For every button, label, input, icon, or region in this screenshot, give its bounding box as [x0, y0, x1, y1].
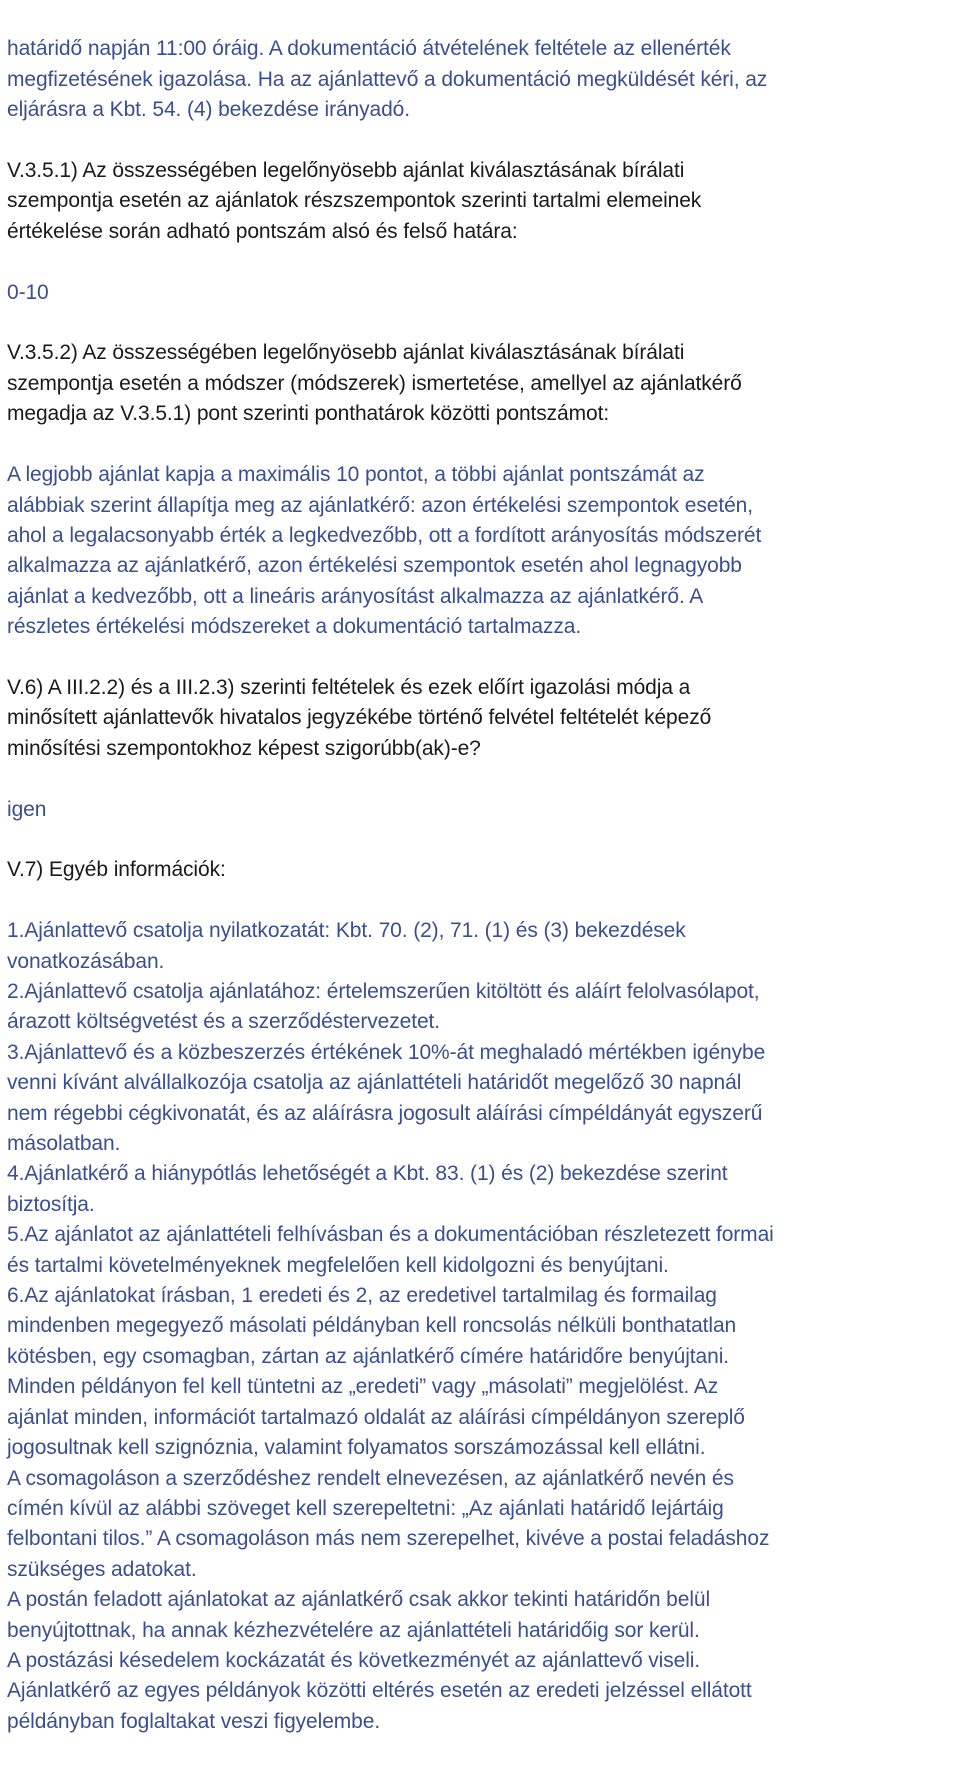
- heading-v-6: V.6) A III.2.2) és a III.2.3) szerinti feltételek és ezek előírt igazolási módja a minősített ajánlattevők hivatalos jegyzékébe történő felvétel feltételét képező minősítési szempontokhoz képest szigorúbb(ak)-e?: [7, 675, 712, 760]
- score-range-value: 0-10: [7, 280, 49, 304]
- heading-v-3-5-2: V.3.5.2) Az összességében legelőnyösebb ajánlat kiválasztásának bírálati szempontja esetén a módszer (módszerek) ismertetése, amellyel az ajánlatkérő megadja az V.3.5.1) pont szerinti ponthatárok közötti pontszámot:: [7, 341, 742, 426]
- paragraph-scoring-method: A legjobb ajánlat kapja a maximális 10 pontot, a többi ajánlat pontszámát az alábbiak szerint állapítja meg az ajánlatkérő: azon értékelési szempontok esetén, ahol a legalacsonyabb érték a legkedvezőbb, ott a fordított arányosítás módszerét alkalmazza az ajánlatkérő, azon értékelési szempontok esetén ahol legnagyobb ajánlat a kedvezőbb, ott a lineáris arányosítást alkalmazza az ajánlatkérő. A részletes értékelési módszereket a dokumentáció tartalmazza.: [7, 463, 762, 639]
- answer-value: igen: [7, 797, 47, 821]
- paragraph-deadline-documentation: határidő napján 11:00 óráig. A dokumentáció átvételének feltétele az ellenérték megfizetésének igazolása. Ha az ajánlattevő a dokumentáció megküldését kéri, az eljárásra a Kbt. 54. (4) bekezdése irányadó.: [7, 37, 768, 122]
- heading-v-3-5-1: V.3.5.1) Az összességében legelőnyösebb ajánlat kiválasztásának bírálati szempontja esetén az ajánlatok részszempontok szerinti tartalmi elemeinek értékelése során adható pontszám alsó és felső határa:: [7, 159, 702, 243]
- heading-v-7: V.7) Egyéb információk:: [7, 858, 226, 882]
- paragraph-other-information: 1.Ajánlattevő csatolja nyilatkozatát: Kbt. 70. (2), 71. (1) és (3) bekezdések vonatkozásában. 2.Ajánlattevő csatolja ajánlatához: értelemszerűen kitöltött és aláírt felolvasólapot, árazott költségvetést és a szerződéstervezetet. 3.Ajánlattevő és a közbeszerzés értékének 10%-át meghaladó mértékben igénybe venni kívánt alvállalkozója csatolja az ajánlattételi határidőt megelőző 30 napnál nem régebbi cégkivonatát, és az aláírásra jogosult aláírási címpéldányát egyszerű másolatban. 4.Ajánlatkérő a hiánypótlás lehetőségét a Kbt. 83. (1) és (2) bekezdése szerint biztosítja. 5.Az ajánlatot az ajánlattételi felhívásban és a dokumentációban részletezett formai és tartalmi követelményeknek megfelelően kell kidolgozni és benyújtani. 6.Az ajánlatokat írásban, 1 eredeti és 2, az eredetivel tartalmilag és formailag mindenben megegyező másolati példányban kell roncsolás nélküli bonthatatlan kötésben, egy csomagban, zártan az ajánlatkérő címére határidőre benyújtani. Minden példányon fel kell tüntetni az „eredeti” vagy „másolati” megjelölést. Az ajánlat minden, információt tartalmazó oldalát az aláírási címpéldányon szereplő jogosultnak kell szignóznia, valamint folyamatos sorszámozással kell ellátni. A csomagoláson a szerződéshez rendelt elnevezésen, az ajánlatkérő nevén és címén kívül az alábbi szöveget kell szerepeltetni: „Az ajánlati határidő lejártáig felbontani tilos.” A csomagoláson más nem szerepelhet, kivéve a postai feladáshoz szükséges adatokat. A postán feladott ajánlatokat az ajánlatkérő csak akkor tekinti határidőn belül benyújtottnak, ha annak kézhezvételére az ajánlattételi határidőig sor kerül. A postázási késedelem kockázatát és következményét az ajánlattevő viseli. Ajánlatkérő az egyes példányok közötti eltérés esetén az eredeti jelzéssel ellátott példányban foglaltakat veszi figyelembe.: [7, 919, 774, 1733]
